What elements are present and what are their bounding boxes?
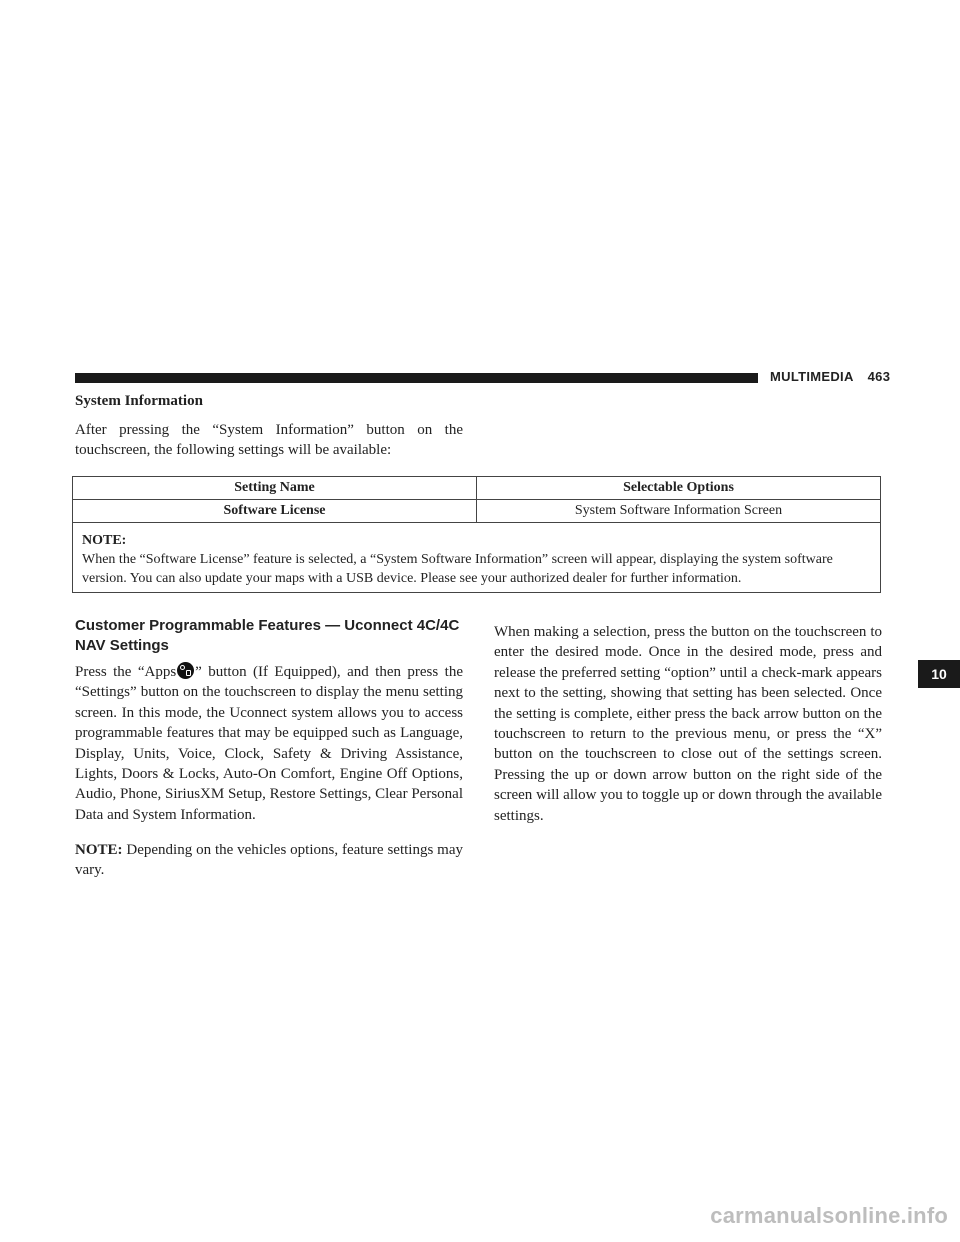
running-header bbox=[770, 369, 890, 384]
note-text: Depending on the vehicles options, feature settings may vary. bbox=[75, 842, 463, 879]
setting-name-cell: Software License bbox=[73, 500, 477, 523]
system-information-intro: After pressing the “System Information” button on the touchscreen, the following settings will be available: bbox=[75, 422, 463, 458]
paragraph-rest: ” button (If Equipped), and then press the “Settings” button on the touchscreen to display the menu setting screen. In this mode, the Uconnect system allows you to access programmable features that may be equipped such as Language, Display, Units, Voice, Clock, Safety & Driving Assistance, Lights, Doors & Locks, Auto-On Comfort, Engine Off Options, Audio, Phone, SiriusXM Setup, Restore Settings, Clear Personal Data and System Information. bbox=[75, 664, 463, 823]
system-information-heading: System Information bbox=[75, 393, 203, 409]
feature-settings-note bbox=[75, 840, 463, 881]
header-rule bbox=[75, 373, 758, 383]
settings-table bbox=[72, 476, 881, 593]
column-header-selectable-options: Selectable Options bbox=[477, 477, 881, 500]
table-note-text: When the “Software License” feature is selected, a “System Software Information” screen will appear, displaying the system software version. You can also update your maps with a USB device. Please see your authorized dealer for further information. bbox=[82, 552, 833, 586]
watermark: carmanualsonline.info bbox=[710, 1203, 948, 1228]
programmable-features-paragraph bbox=[75, 662, 463, 825]
table-note-row bbox=[73, 523, 881, 593]
table-note-title: NOTE: bbox=[82, 533, 127, 548]
table-row bbox=[73, 500, 881, 523]
table-note bbox=[73, 523, 881, 593]
note-label: NOTE: bbox=[75, 842, 123, 858]
selection-instructions-paragraph: When making a selection, press the button on the touchscreen to enter the desired mode. Once in the desired mode, press and release the preferred setting “option” until a check-mark appears next to the setting, showing that setting has been selected. Once the setting is complete, either press the back arrow button on the touchscreen to return to the previous menu, or press the “X” button on the touchscreen to close out of the settings screen. Pressing the up or down arrow button on the right side of the screen will allow you to toggle up or down through the available settings. bbox=[494, 624, 882, 824]
table-header-row bbox=[73, 477, 881, 500]
programmable-features-heading: Customer Programmable Features — Uconnect 4C/4C NAV Settings bbox=[75, 617, 460, 654]
section-title: MULTIMEDIA bbox=[770, 369, 854, 384]
chapter-tab: 10 bbox=[918, 660, 960, 688]
selectable-option-cell: System Software Information Screen bbox=[477, 500, 881, 523]
column-header-setting-name: Setting Name bbox=[73, 477, 477, 500]
paragraph-start: Press the “Apps bbox=[75, 664, 177, 680]
page-number: 463 bbox=[867, 369, 891, 384]
apps-icon bbox=[177, 662, 194, 679]
